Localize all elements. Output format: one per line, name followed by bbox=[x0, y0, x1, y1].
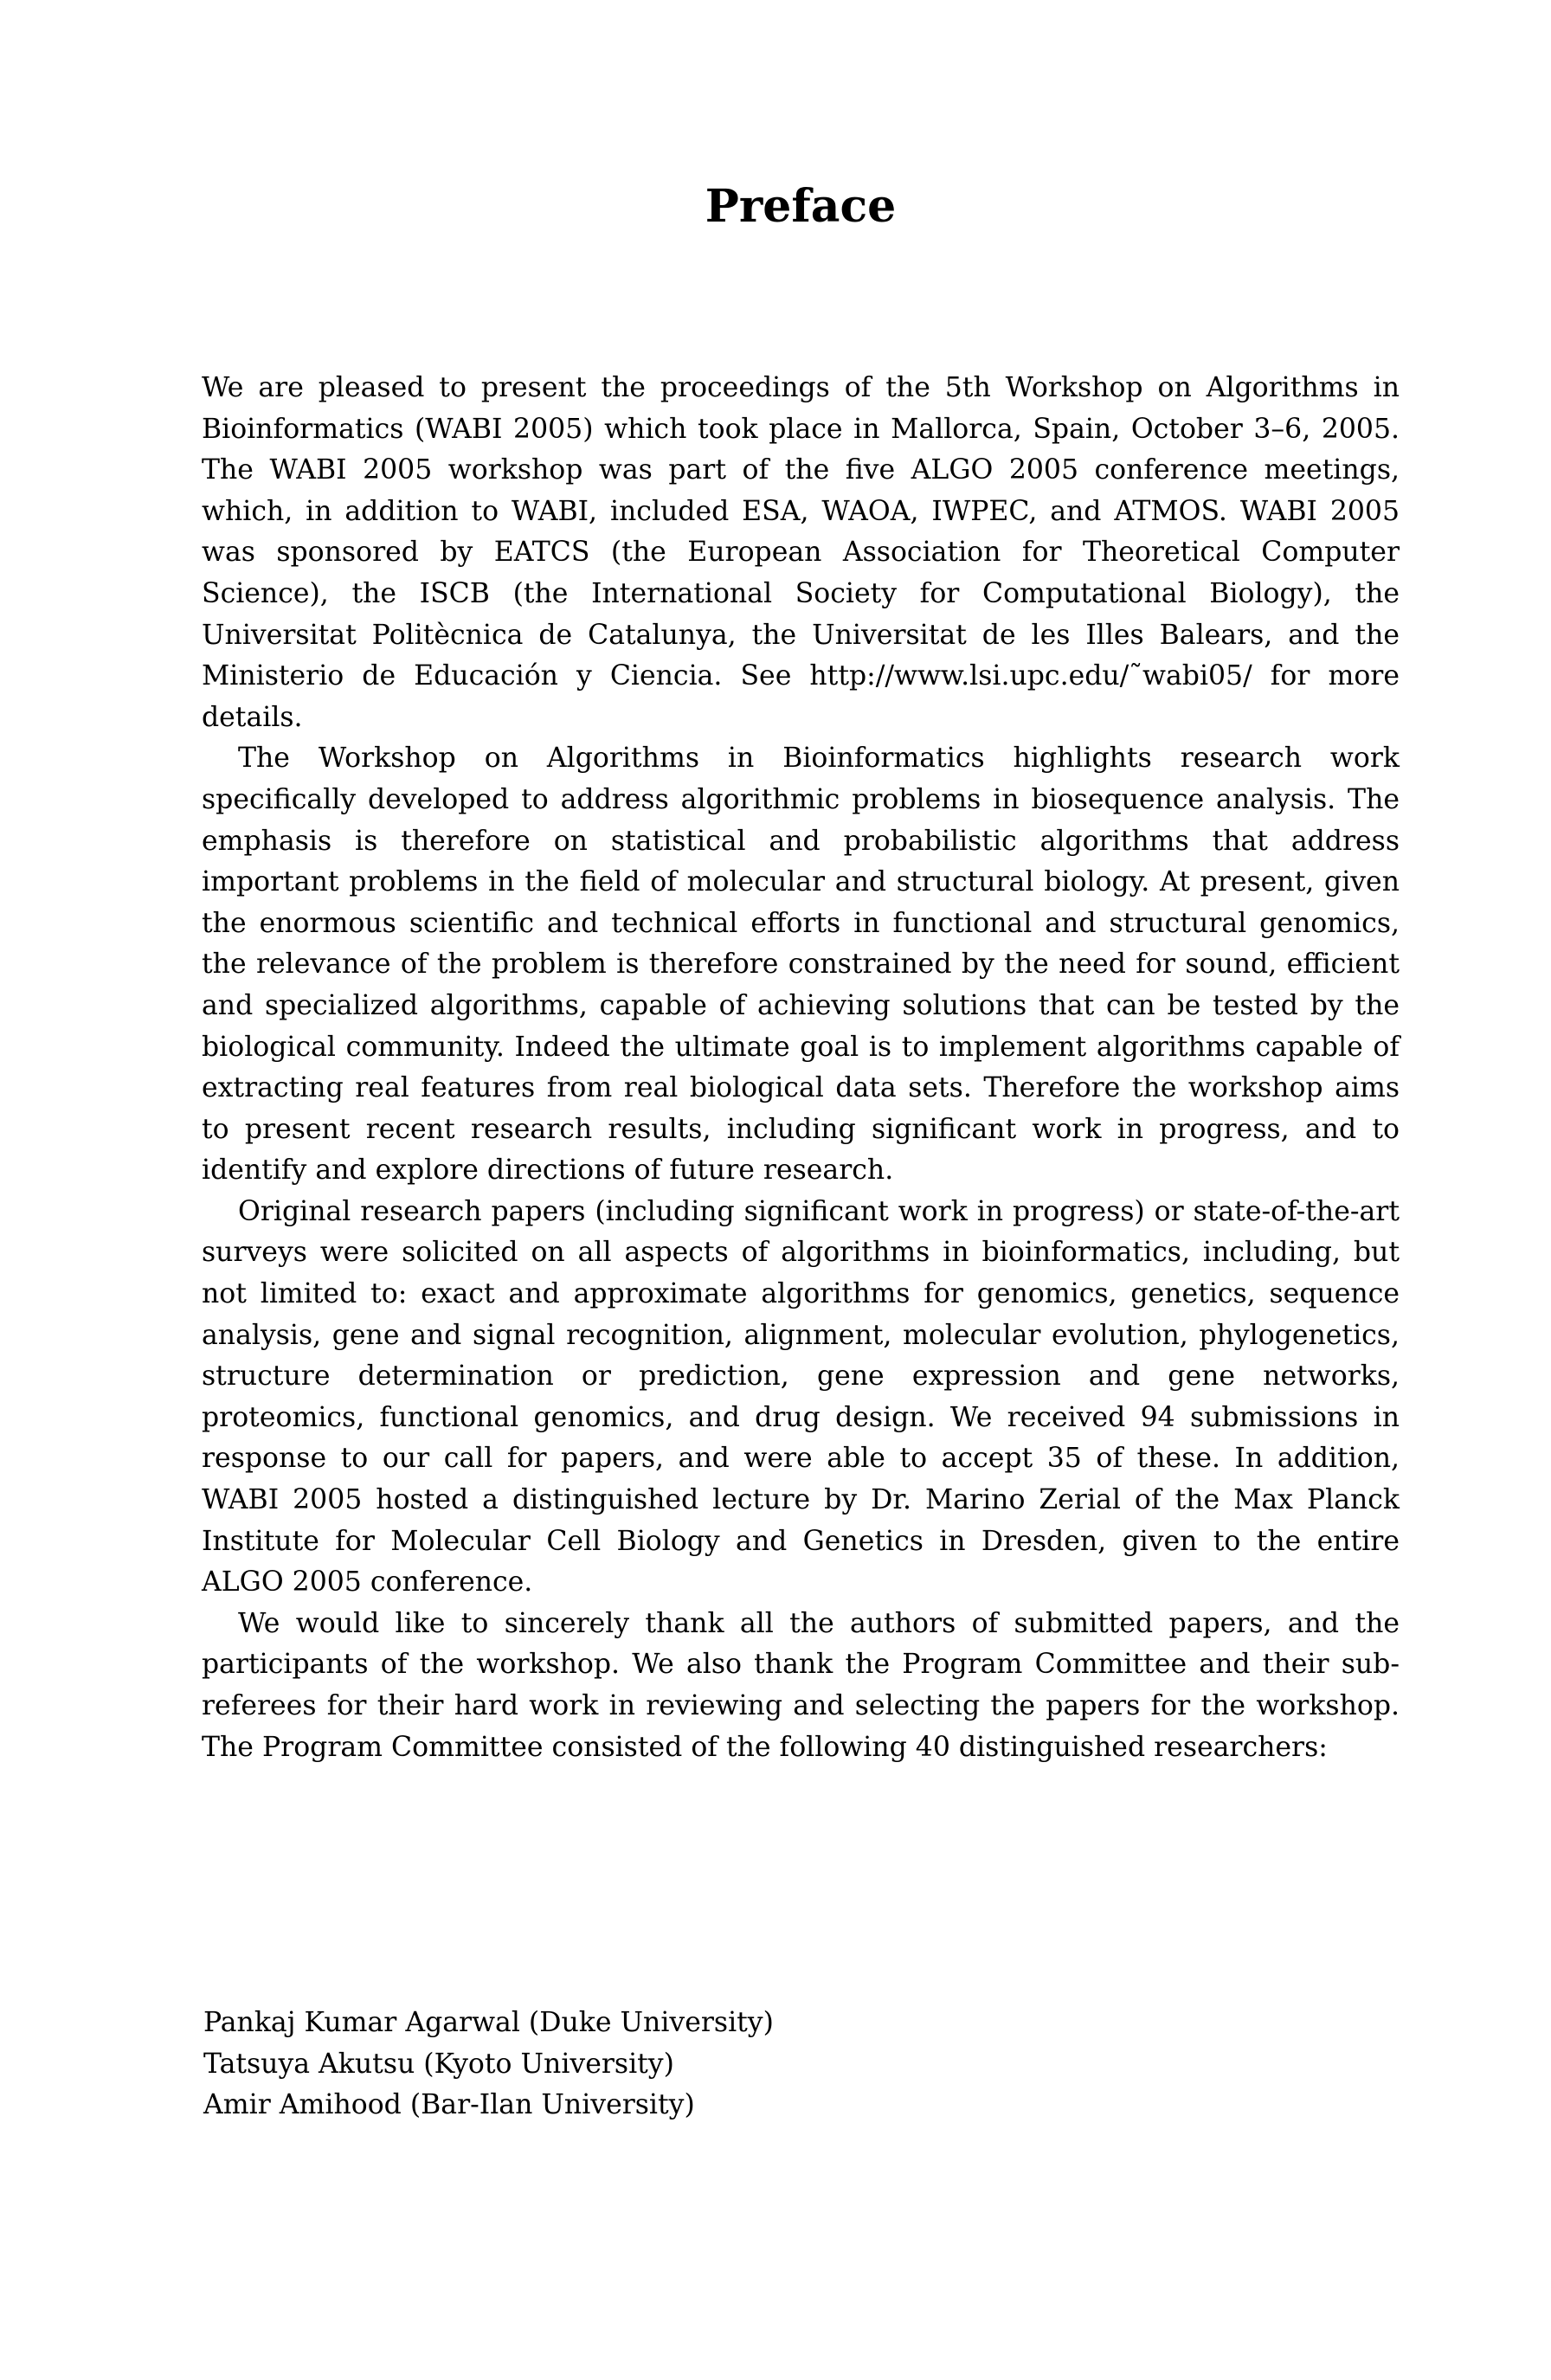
committee-member: Amir Amihood (Bar-Ilan University) bbox=[203, 2089, 695, 2121]
paragraph: The Workshop on Algorithms in Bioinformatics highlights research work specifically developed to address algorithmic problems in biosequence analysis. The emphasis is therefore on statistical and probabilistic algorithms that address important problems in the field of molecular and structural biology. At present, given the enormous scientific and technical efforts in functional and structural genomics, the relevance of the problem is therefore constrained by the need for sound, efficient and specialized algorithms, capable of achieving solutions that can be tested by the biological community. Indeed the ultimate goal is to implement algorithms capable of extracting real features from real biological data sets. Therefore the workshop aims to present recent research results, including significant work in progress, and to identify and explore directions of future research. bbox=[202, 743, 1400, 1187]
committee-member: Pankaj Kumar Agarwal (Duke University) bbox=[203, 2007, 774, 2038]
preface-body bbox=[202, 368, 1400, 1768]
paragraph: We would like to sincerely thank all the authors of submitted papers, and the participants of the workshop. We also thank the Program Committee and their sub-referees for their hard work in reviewing and selecting the papers for the workshop. The Program Committee consisted of the following 40 distinguished researchers: bbox=[202, 1607, 1400, 1763]
paragraph: We are pleased to present the proceedings of the 5th Workshop on Algorithms in Bioinformatics (WABI 2005) which took place in Mallorca, Spain, October 3–6, 2005. The WABI 2005 workshop was part of the five ALGO 2005 conference meetings, which, in addition to WABI, included ESA, WAOA, IWPEC, and ATMOS. WABI 2005 was sponsored by EATCS (the European Association for Theoretical Computer Science), the ISCB (the International Society for Computational Biology), the Universitat Politècnica de Catalunya, the Universitat de les Illes Balears, and the Ministerio de Educación y Ciencia. See http://www.lsi.upc.edu/˜wabi05/ for more details. bbox=[202, 372, 1400, 733]
program-committee-list bbox=[203, 2003, 774, 2126]
page-title: Preface bbox=[705, 180, 897, 233]
committee-member: Tatsuya Akutsu (Kyoto University) bbox=[203, 2048, 674, 2080]
paragraph: Original research papers (including significant work in progress) or state-of-the-art surveys were solicited on all aspects of algorithms in bioinformatics, including, but not limited to: exact and approximate algorithms for genomics, genetics, sequence analysis, gene and signal recognition, alignment, molecular evolution, phylogenetics, structure determination or prediction, gene expression and gene networks, proteomics, functional genomics, and drug design. We received 94 submissions in response to our call for papers, and were able to accept 35 of these. In addition, WABI 2005 hosted a distinguished lecture by Dr. Marino Zerial of the Max Planck Institute for Molecular Cell Biology and Genetics in Dresden, given to the entire ALGO 2005 conference. bbox=[202, 1195, 1400, 1598]
